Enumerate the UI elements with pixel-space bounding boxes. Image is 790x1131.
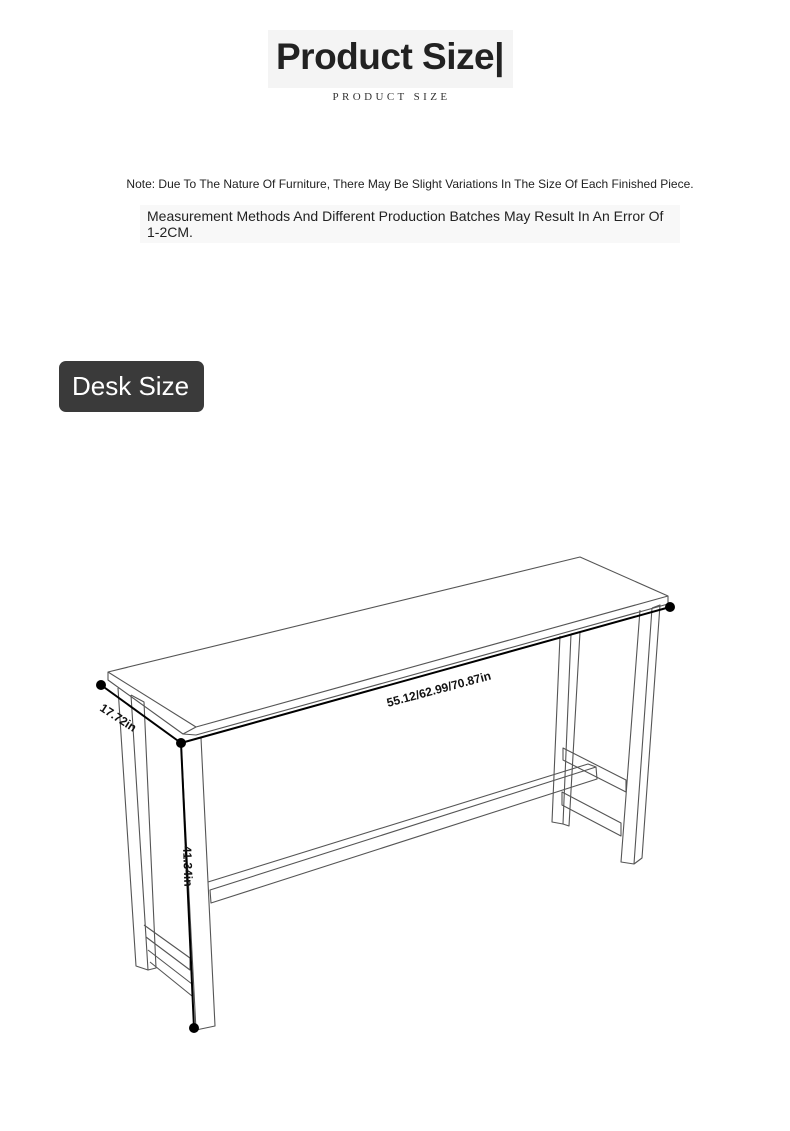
height-end-dot <box>189 1023 199 1033</box>
corner-dot <box>176 738 186 748</box>
depth-end-dot <box>96 680 106 690</box>
size-note-line-2: Measurement Methods And Different Production Batches May Result In An Error Of 1-2CM. <box>147 208 664 240</box>
size-note-line-1: Note: Due To The Nature Of Furniture, There May Be Slight Variations In The Size Of Each Finished Piece. <box>126 177 694 191</box>
desk-outline <box>108 557 668 1030</box>
length-end-dot <box>665 602 675 612</box>
depth-label: 17.72in <box>97 700 140 735</box>
desk-size-badge: Desk Size <box>59 361 204 412</box>
height-label: 41.34in <box>180 845 196 887</box>
page-subtitle: PRODUCT SIZE <box>332 91 451 103</box>
length-label: 55.12/62.99/70.87in <box>385 668 493 710</box>
page-title: Product Size| <box>276 36 504 77</box>
